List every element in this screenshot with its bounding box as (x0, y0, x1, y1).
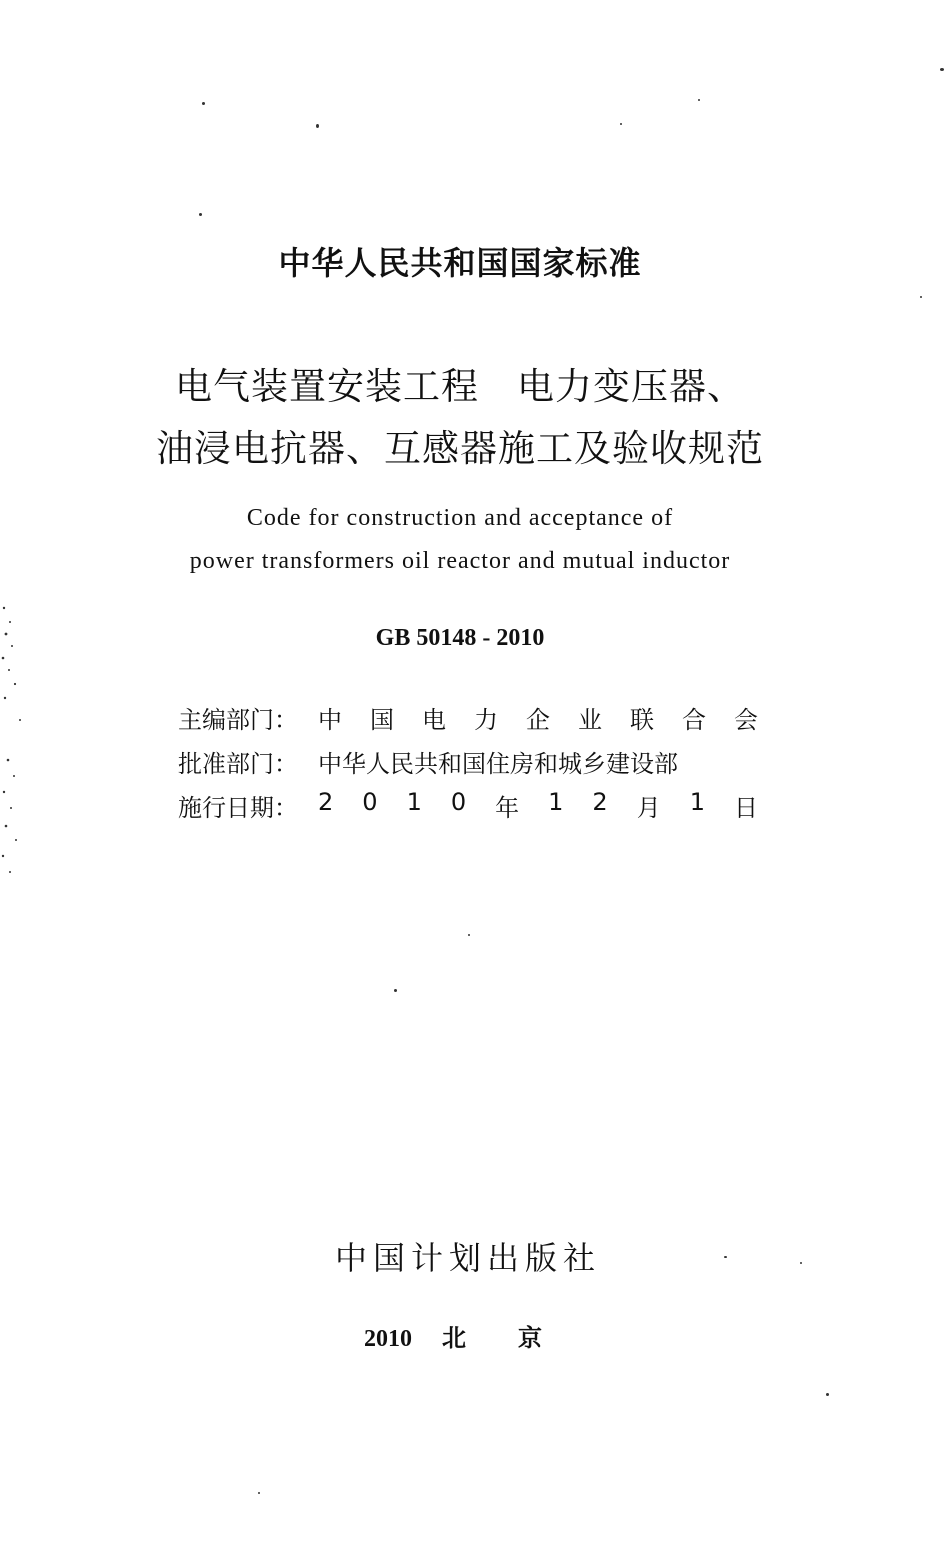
editor-char: 电 (422, 705, 446, 734)
scan-speck (468, 934, 470, 936)
title-cn-line-2: 油浸电抗器、互感器施工及验收规范 (156, 427, 764, 470)
date-char: 日 (733, 793, 758, 822)
editor-char: 国 (370, 705, 394, 734)
scan-speck (698, 99, 700, 101)
publication-year: 2010 (364, 1326, 412, 1352)
editor-char: 力 (474, 705, 498, 734)
date-char: 0 (450, 787, 467, 816)
publication-city: 北京 (442, 1324, 594, 1352)
approver-label: 批准部门： (178, 749, 298, 778)
date-char: 2 (592, 787, 608, 816)
title-cn-line-1: 电气装置安装工程 电力变压器、 (175, 365, 745, 408)
scan-edge-noise (0, 600, 30, 890)
scan-speck (316, 124, 319, 128)
editor-label: 主编部门： (178, 705, 298, 734)
scan-speck (620, 123, 622, 125)
approver-row (178, 741, 758, 781)
scan-speck (258, 1492, 260, 1494)
publication-place-row (364, 1318, 594, 1353)
editor-value (318, 700, 758, 735)
date-char: 0 (362, 787, 378, 816)
scan-speck (800, 1262, 802, 1264)
editor-char: 合 (682, 705, 706, 734)
scan-speck (826, 1393, 829, 1396)
date-char: 年 (495, 793, 520, 822)
date-char: 1 (689, 787, 705, 816)
scan-speck (394, 989, 397, 992)
approver-value: 中华人民共和国住房和城乡建设部 (318, 749, 678, 778)
title-en-line-2: power transformers oil reactor and mutual inductor (189, 548, 731, 574)
publisher-name: 中国计划出版社 (334, 1239, 601, 1277)
effective-date-row (178, 785, 758, 825)
editor-char: 联 (630, 705, 654, 734)
date-char: 月 (636, 793, 661, 822)
editor-char: 会 (734, 705, 758, 734)
effective-date-label: 施行日期： (178, 793, 298, 822)
scan-speck (202, 102, 205, 105)
standard-category-label: 中华人民共和国国家标准 (278, 244, 642, 282)
scan-speck (199, 213, 202, 216)
effective-date-value (318, 788, 758, 823)
standard-number: GB 50148 - 2010 (375, 625, 545, 651)
title-en-line-1: Code for construction and acceptance of (246, 505, 674, 531)
editor-char: 业 (578, 705, 602, 734)
scan-speck (920, 296, 922, 298)
scan-speck (724, 1256, 727, 1258)
editor-char: 企 (526, 705, 550, 734)
date-char: 1 (406, 787, 422, 816)
editor-char: 中 (318, 705, 342, 734)
scan-speck (940, 68, 944, 71)
date-char: 2 (318, 787, 334, 816)
date-char: 1 (548, 787, 564, 816)
editor-row (178, 697, 758, 737)
